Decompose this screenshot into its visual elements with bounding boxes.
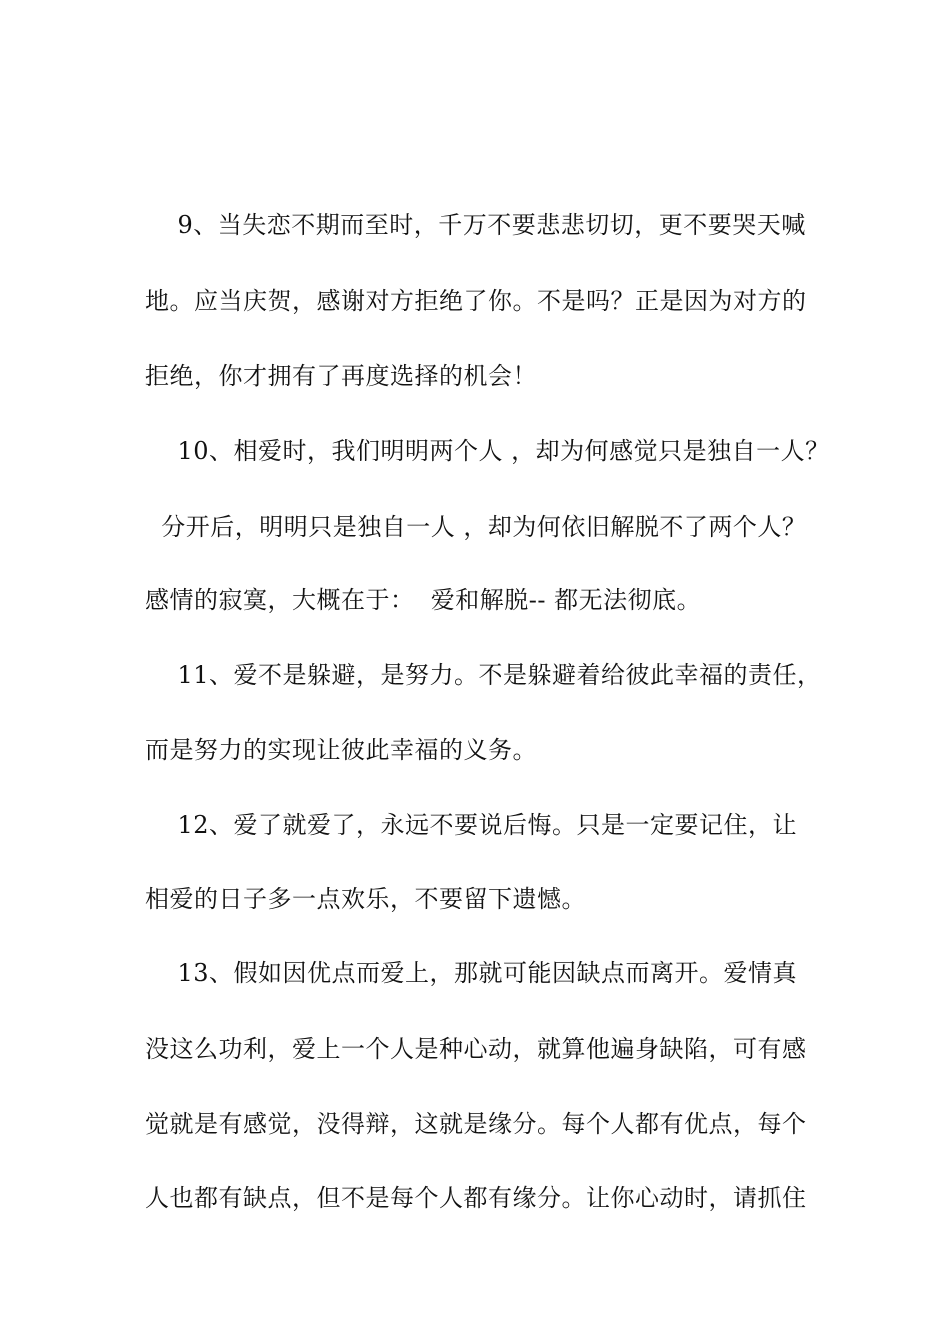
text-line: 没这么功利，爱上一个人是种心动，就算他遍身缺陷，可有感 <box>145 1035 807 1063</box>
text-line: 分开后，明明只是独自一人 ，却为何依旧解脱不了两个人？ <box>145 513 807 541</box>
text-line: 10、相爱时，我们明明两个人 ，却为何感觉只是独自一人？ <box>145 437 830 465</box>
text-line: 13、假如因优点而爱上，那就可能因缺点而离开。爱情真 <box>145 959 798 987</box>
text-line: 拒绝，你才拥有了再度选择的机会！ <box>145 362 537 390</box>
text-line: 相爱的日子多一点欢乐，不要留下遗憾。 <box>145 885 586 913</box>
text-line: 地。应当庆贺，感谢对方拒绝了你。不是吗？正是因为对方的 <box>145 287 807 315</box>
text-line: 11、爱不是躲避，是努力。不是躲避着给彼此幸福的责任， <box>145 661 822 689</box>
text-line: 人也都有缺点，但不是每个人都有缘分。让你心动时，请抓住 <box>145 1184 807 1212</box>
text-line: 而是努力的实现让彼此幸福的义务。 <box>145 736 537 764</box>
text-line: 感情的寂寞，大概在于： 爱和解脱-- 都无法彻底。 <box>145 586 702 614</box>
text-line: 9、当失恋不期而至时，千万不要悲悲切切，更不要哭天喊 <box>145 211 806 239</box>
text-line: 觉就是有感觉，没得辩，这就是缘分。每个人都有优点，每个 <box>145 1110 807 1138</box>
text-line: 12、爱了就爱了，永远不要说后悔。只是一定要记住，让 <box>145 811 798 839</box>
